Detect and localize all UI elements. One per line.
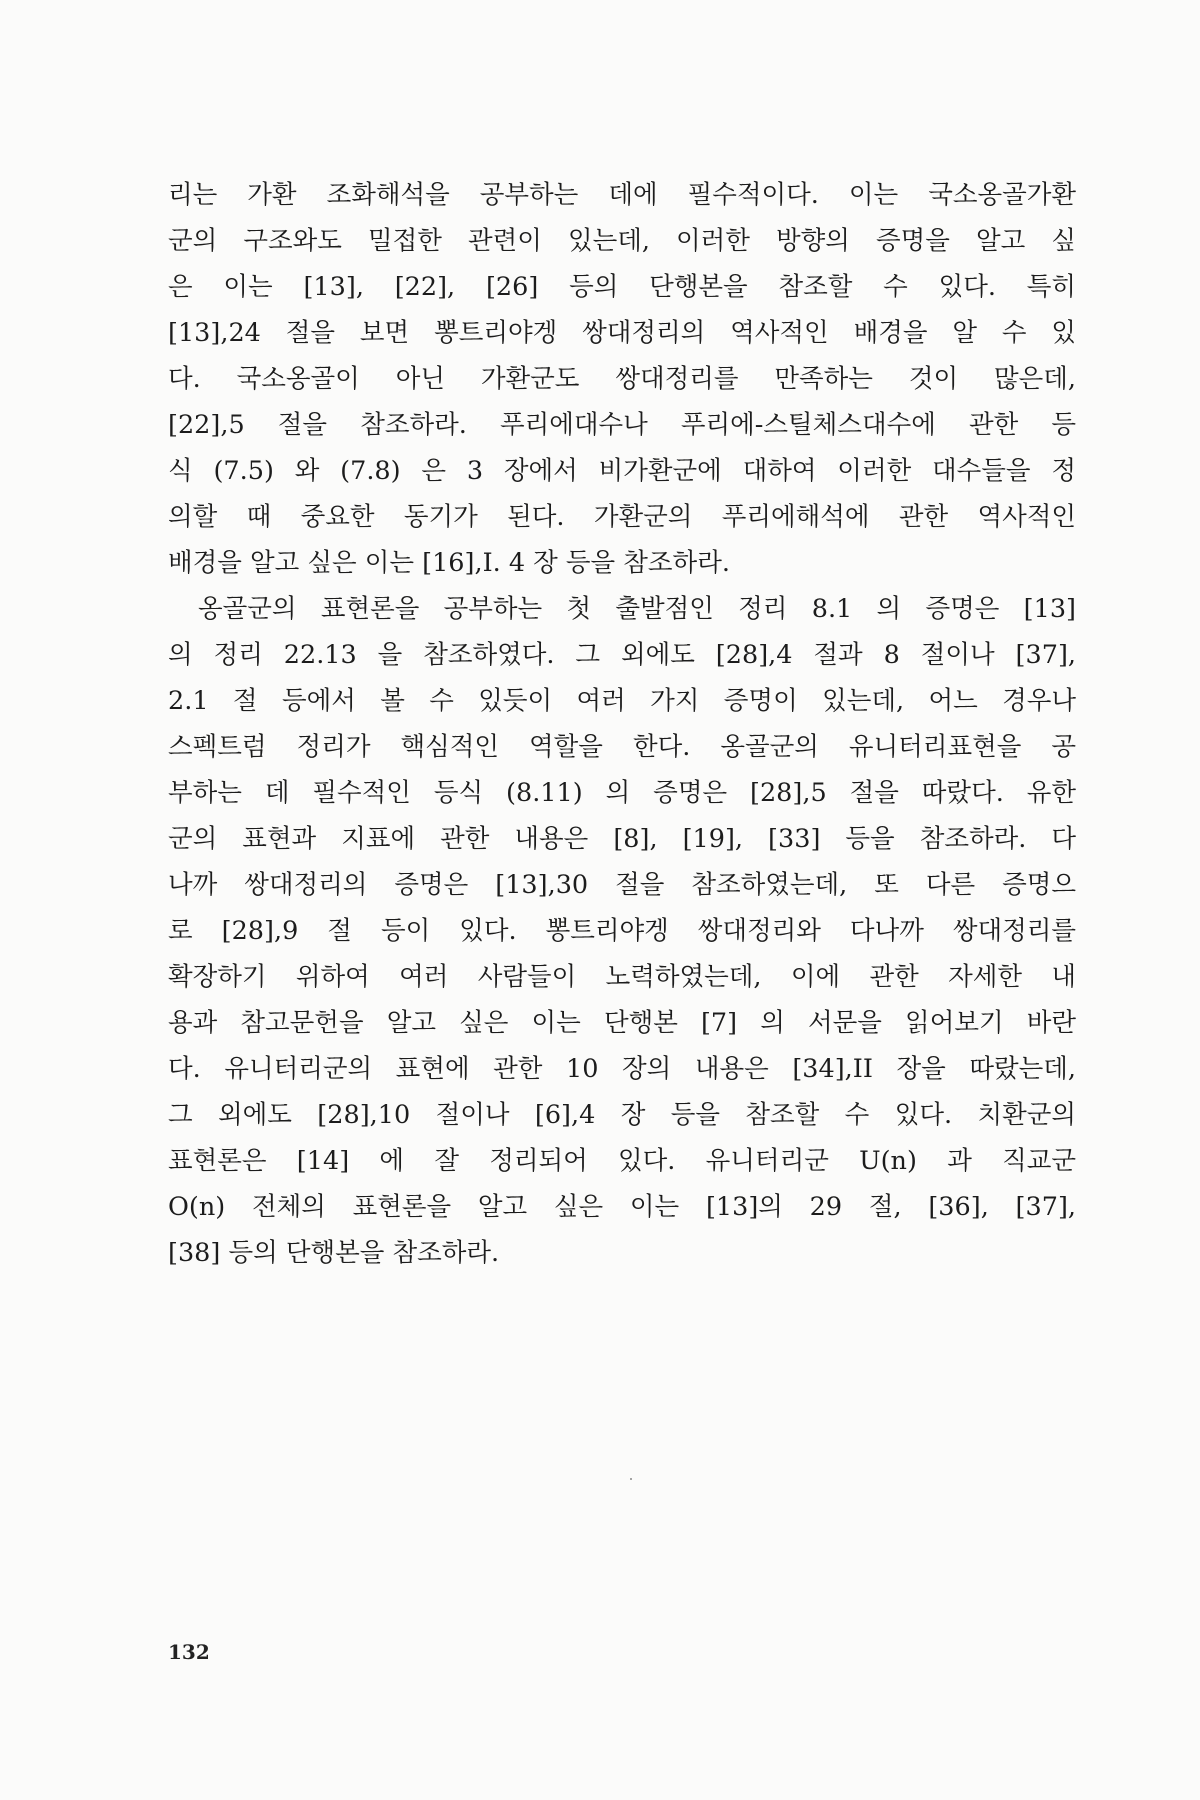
text-line: 2.1 절 등에서 볼 수 있듯이 여러 가지 증명이 있는데, 어느 경우나: [168, 686, 1076, 716]
text-line: 확장하기 위하여 여러 사람들이 노력하였는데, 이에 관한 자세한 내: [168, 962, 1076, 992]
text-line: 나까 쌍대정리의 증명은 [13],30 절을 참조하였는데, 또 다른 증명으: [168, 870, 1076, 900]
scan-speck: [630, 1478, 632, 1480]
paragraph-1: [168, 172, 1076, 586]
text-line: 그 외에도 [28],10 절이나 [6],4 장 등을 참조할 수 있다. 치환군의: [168, 1100, 1076, 1130]
text-line: [38] 등의 단행본을 참조하라.: [168, 1238, 500, 1268]
text-line: 군의 구조와도 밀접한 관련이 있는데, 이러한 방향의 증명을 알고 싶: [168, 226, 1076, 256]
text-line: 의할 때 중요한 동기가 된다. 가환군의 푸리에해석에 관한 역사적인: [168, 502, 1076, 532]
text-line: 의 정리 22.13 을 참조하였다. 그 외에도 [28],4 절과 8 절이나 [37],: [168, 640, 1076, 670]
text-line: 배경을 알고 싶은 이는 [16],I. 4 장 등을 참조하라.: [168, 548, 730, 578]
body-text: [168, 172, 1076, 1276]
text-line: 식 (7.5) 와 (7.8) 은 3 장에서 비가환군에 대하여 이러한 대수들을 정: [168, 456, 1076, 486]
text-line: O(n) 전체의 표현론을 알고 싶은 이는 [13]의 29 절, [36], [37],: [168, 1192, 1076, 1222]
text-line: [13],24 절을 보면 뽕트리야겡 쌍대정리의 역사적인 배경을 알 수 있: [168, 318, 1076, 348]
text-line: 다. 국소옹골이 아닌 가환군도 쌍대정리를 만족하는 것이 많은데,: [168, 364, 1076, 394]
text-line: 옹골군의 표현론을 공부하는 첫 출발점인 정리 8.1 의 증명은 [13]: [198, 594, 1076, 624]
paragraph-2: [168, 586, 1076, 1276]
text-line: 로 [28],9 절 등이 있다. 뽕트리야겡 쌍대정리와 다나까 쌍대정리를: [168, 916, 1076, 946]
page-number: 132: [168, 1640, 210, 1664]
text-line: 리는 가환 조화해석을 공부하는 데에 필수적이다. 이는 국소옹골가환: [168, 180, 1076, 210]
text-line: 용과 참고문헌을 알고 싶은 이는 단행본 [7] 의 서문을 읽어보기 바란: [168, 1008, 1076, 1038]
text-line: 군의 표현과 지표에 관한 내용은 [8], [19], [33] 등을 참조하라. 다: [168, 824, 1076, 854]
text-line: 다. 유니터리군의 표현에 관한 10 장의 내용은 [34],II 장을 따랐는데,: [168, 1054, 1076, 1084]
text-line: 표현론은 [14] 에 잘 정리되어 있다. 유니터리군 U(n) 과 직교군: [168, 1146, 1076, 1176]
text-line: 은 이는 [13], [22], [26] 등의 단행본을 참조할 수 있다. 특히: [168, 272, 1076, 302]
text-line: 스펙트럼 정리가 핵심적인 역할을 한다. 옹골군의 유니터리표현을 공: [168, 732, 1076, 762]
text-line: 부하는 데 필수적인 등식 (8.11) 의 증명은 [28],5 절을 따랐다. 유한: [168, 778, 1076, 808]
text-line: [22],5 절을 참조하라. 푸리에대수나 푸리에-스틸체스대수에 관한 등: [168, 410, 1076, 440]
